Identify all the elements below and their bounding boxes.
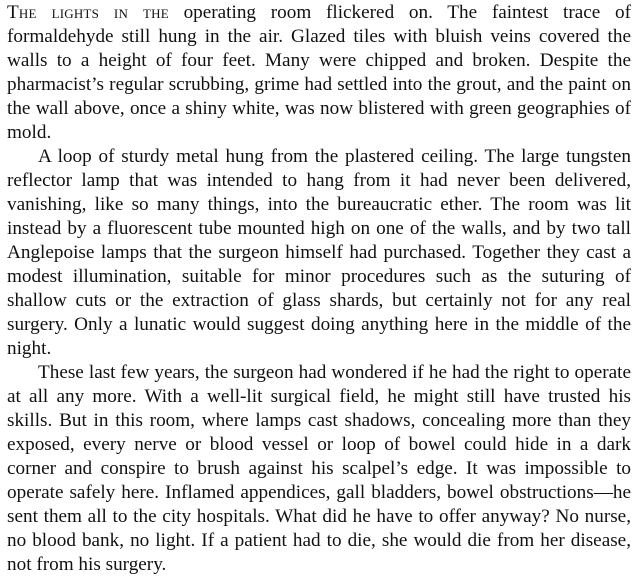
paragraph-3-text: These last few years, the surgeon had wondered if he had the right to operate at all any more. With a well-lit surgical field, he might still have trusted his skills. But in this room, where lamps cast shadows, concealing more than they exposed, every nerve or blood vessel or loop of bowel could hide in a dark corner and conspire to brush against his scalpel’s edge. It was impossible to operate safely here. Inflamed appendices, gall bladders, bowel obstructions—he sent them all to the city hospitals. What did he have to offer anyway? No nurse, no blood bank, no light. If a patient had to die, she would die from her disease, not from his surgery. [7,362,631,575]
paragraph-1-text: operating room flickered on. The faintest trace of formaldehyde still hung in the air. Glazed tiles with bluish veins covered the walls to a height of four feet. Many were chipped and broken. Despite the pharmacist’s regular scrubbing, grime had settled into the grout, and the paint on the wall above, once a shiny white, was now blistered with green geographies of mold. [7,2,631,143]
paragraph-2-text: A loop of sturdy metal hung from the plastered ceiling. The large tungsten reflector lamp that was intended to hang from it had never been delivered, vanishing, like so many things, into the bureaucratic ether. The room was lit instead by a fluorescent tube mounted high on one of the walls, and by two tall Anglepoise lamps that the surgeon himself had purchased. Together they cast a modest illumination, suitable for minor procedures such as the suturing of shallow cuts or the extraction of glass shards, but certainly not for any real surgery. Only a lunatic would suggest doing anything here in the middle of the night. [7,146,631,359]
paragraph-1 [7,1,631,145]
paragraph-3 [7,361,631,577]
paragraph-1-lead-in: The lights in the [7,2,169,23]
paragraph-2 [7,145,631,361]
